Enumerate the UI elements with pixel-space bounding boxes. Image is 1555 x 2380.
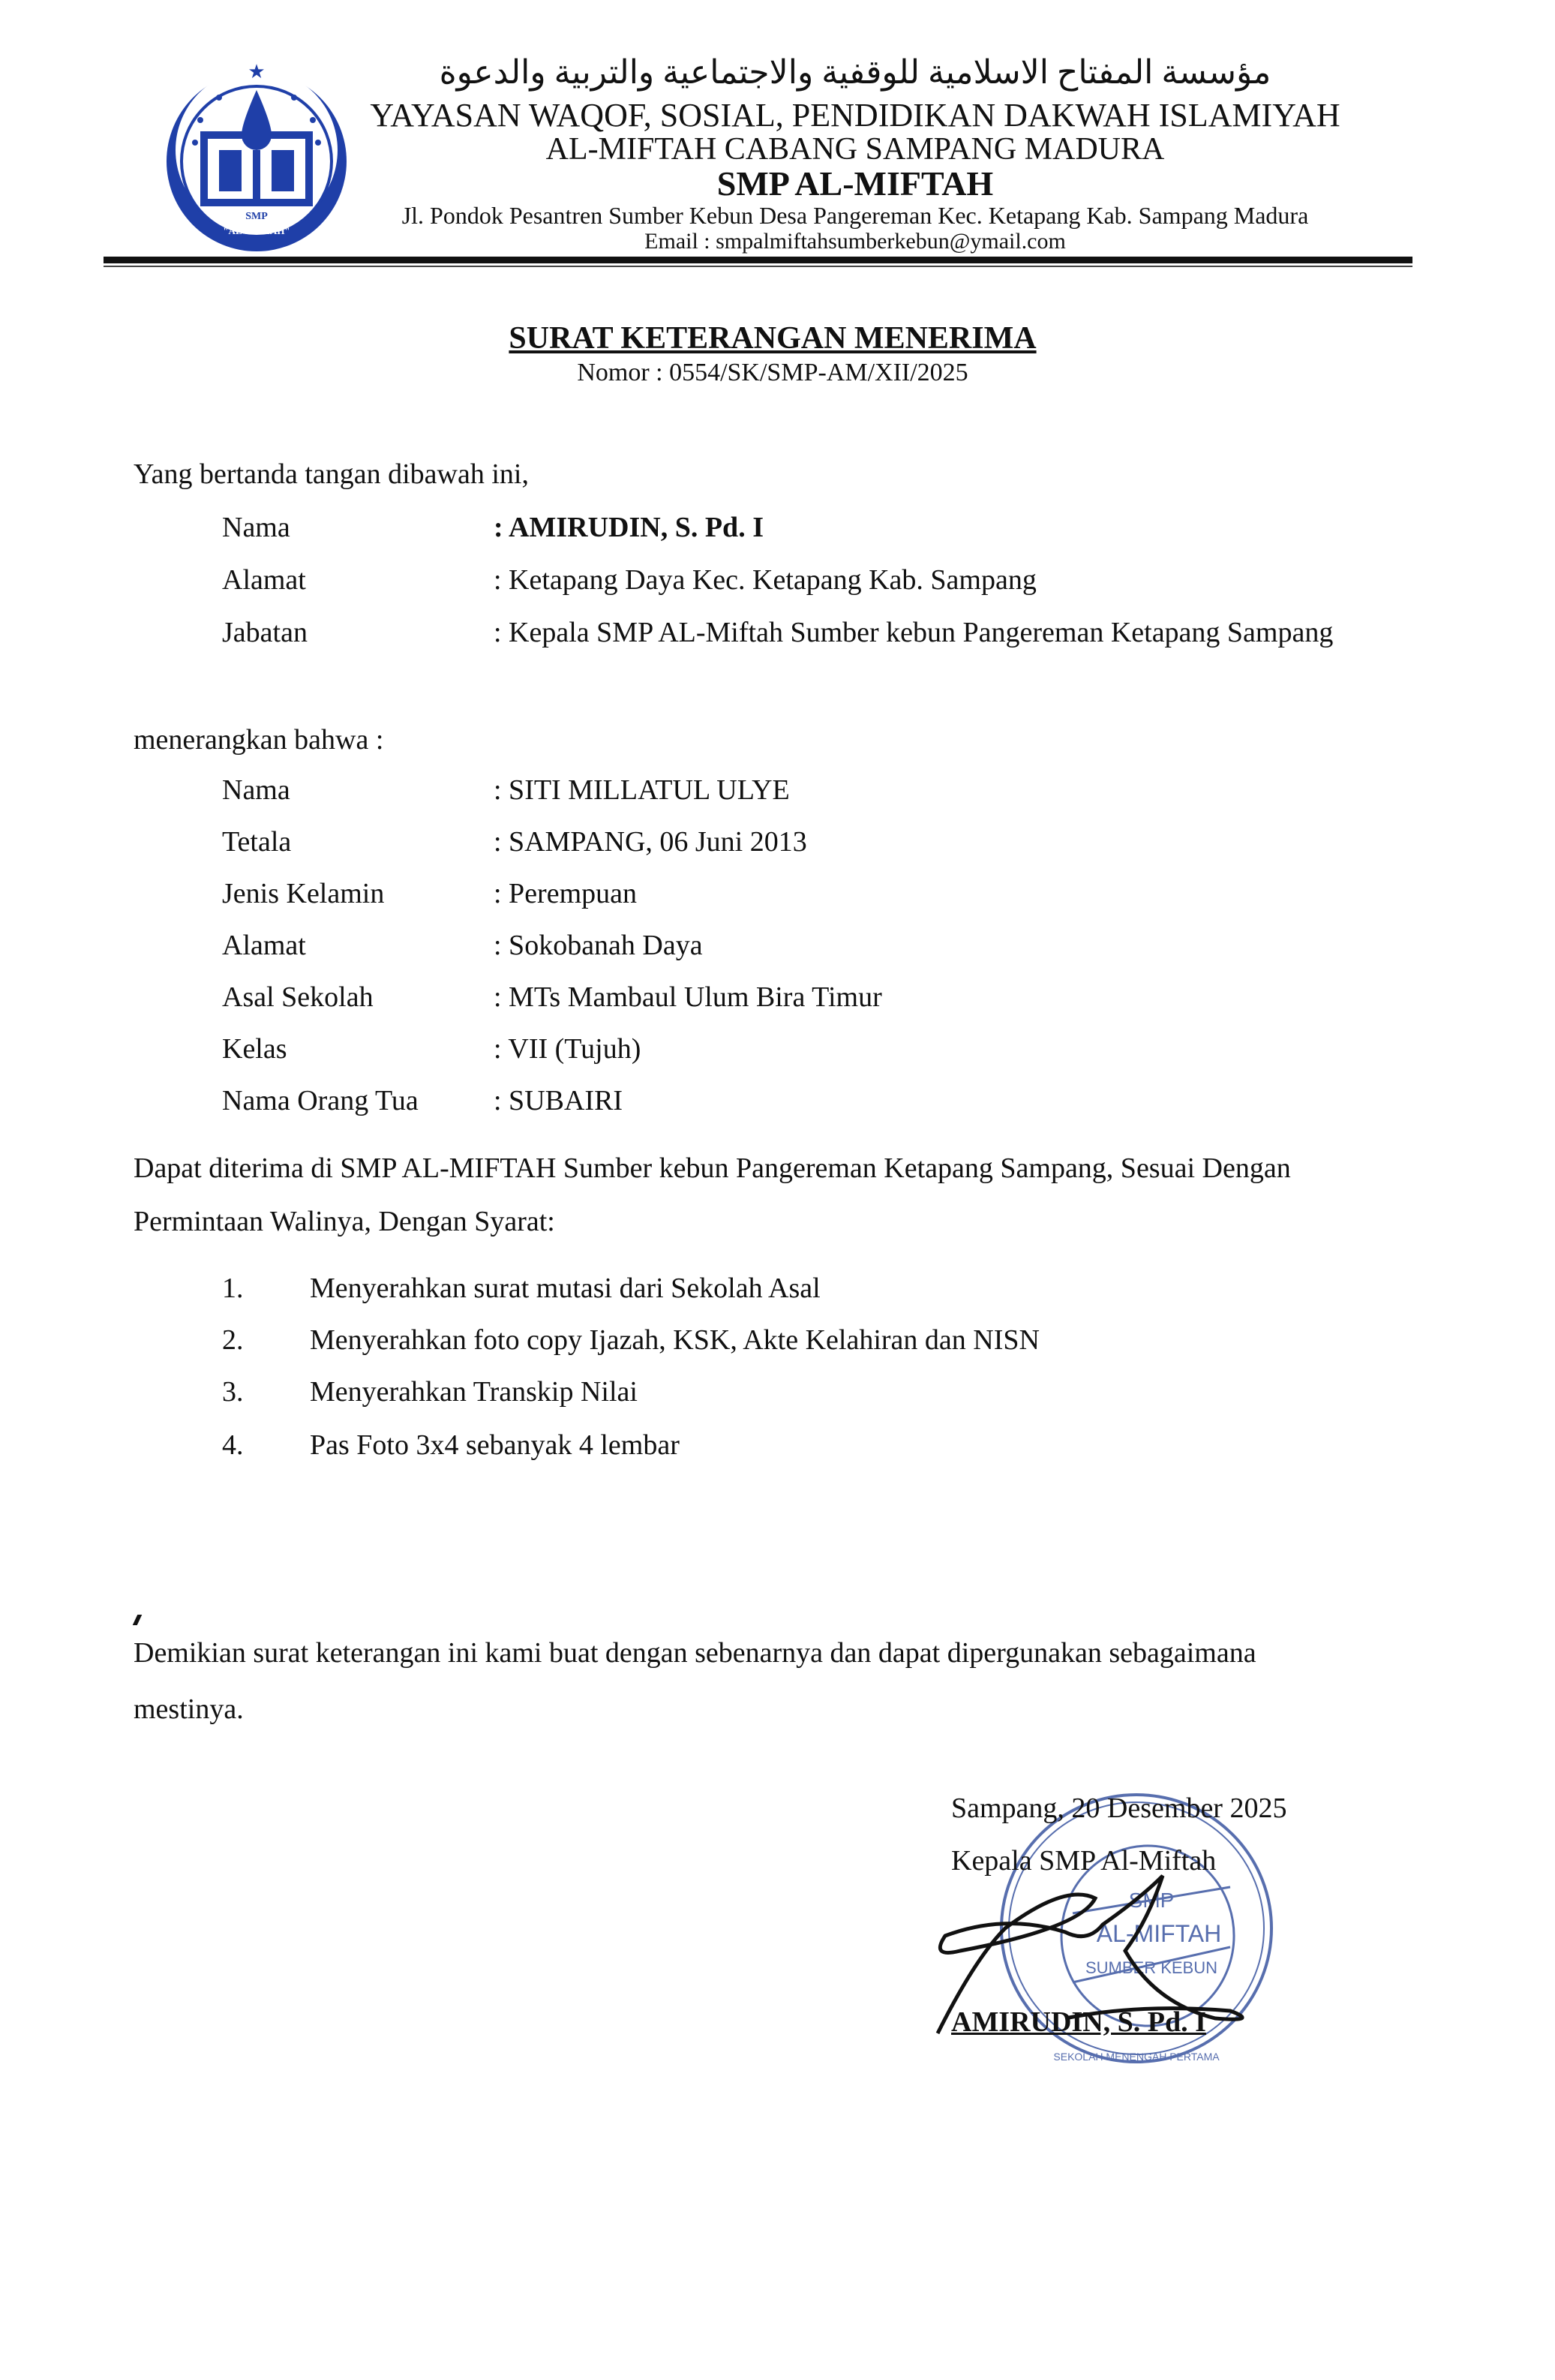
signer-label: Nama — [222, 512, 290, 543]
requirement-number: 4. — [222, 1429, 244, 1461]
closing-line1: Demikian surat keterangan ini kami buat dengan sebenarnya dan dapat dipergunakan sebagaimana — [134, 1637, 1256, 1669]
requirement-text: Menyerahkan Transkip Nilai — [310, 1376, 638, 1408]
header-divider — [104, 257, 1412, 263]
student-value: : SAMPANG, 06 Juni 2013 — [494, 826, 807, 858]
requirement-text: Menyerahkan foto copy Ijazah, KSK, Akte Kelahiran dan NISN — [310, 1324, 1040, 1356]
student-label: Nama Orang Tua — [222, 1085, 419, 1116]
signer-position: Kepala SMP Al-Miftah — [951, 1845, 1217, 1877]
signer-label: Alamat — [222, 564, 306, 596]
student-label: Tetala — [222, 826, 292, 858]
student-label: Kelas — [222, 1033, 287, 1065]
branch-name: AL-MIFTAH CABANG SAMPANG MADURA — [545, 132, 1165, 167]
school-name: SMP AL-MIFTAH — [716, 164, 994, 203]
school-email: Email : smpalmiftahsumberkebun@ymail.com — [644, 229, 1066, 254]
stamp-text-ring: SEKOLAH MENENGAH PERTAMA — [1053, 2051, 1220, 2063]
signer-value: : Ketapang Daya Kec. Ketapang Kab. Sampang — [494, 564, 1037, 596]
closing-line2: mestinya. — [134, 1693, 244, 1725]
student-value: : Perempuan — [494, 878, 638, 909]
student-label: Alamat — [222, 930, 306, 961]
requirement-number: 1. — [222, 1273, 244, 1304]
requirement-number: 3. — [222, 1376, 244, 1408]
school-logo — [159, 60, 354, 255]
student-value: : Sokobanah Daya — [494, 930, 703, 961]
letter-title: SURAT KETERANGAN MENERIMA — [509, 321, 1037, 356]
body-paragraph-line2: Permintaan Walinya, Dengan Syarat: — [134, 1206, 555, 1237]
student-value: : MTs Mambaul Ulum Bira Timur — [494, 981, 882, 1013]
requirement-text: Pas Foto 3x4 sebanyak 4 lembar — [310, 1429, 680, 1461]
student-value: : SUBAIRI — [494, 1085, 623, 1116]
place-date: Sampang, 20 Desember 2025 — [951, 1793, 1287, 1824]
foundation-name: YAYASAN WAQOF, SOSIAL, PENDIDIKAN DAKWAH ISLAMIYAH — [370, 97, 1340, 134]
arabic-name: مؤسسة المفتاح الاسلامية للوقفية والاجتماعية والتربية والدعوة — [439, 54, 1271, 91]
body-paragraph-line1: Dapat diterima di SMP AL-MIFTAH Sumber kebun Pangereman Ketapang Sampang, Sesuai Dengan — [134, 1152, 1291, 1184]
stamp-text-name: AL-MIFTAH — [1096, 1920, 1222, 1947]
states-text: menerangkan bahwa : — [134, 724, 384, 756]
header-divider-thin — [104, 266, 1412, 267]
svg-text:★: ★ — [248, 61, 266, 83]
signer-value: : AMIRUDIN, S. Pd. I — [494, 512, 764, 543]
student-value: : VII (Tujuh) — [494, 1033, 641, 1065]
student-label: Nama — [222, 774, 290, 806]
student-label: Asal Sekolah — [222, 981, 374, 1013]
requirement-number: 2. — [222, 1324, 244, 1356]
stamp-text-place: SUMBER KEBUN — [1085, 1958, 1218, 1977]
intro-text: Yang bertanda tangan dibawah ini, — [134, 458, 529, 490]
school-address: Jl. Pondok Pesantren Sumber Kebun Desa Pangereman Kec. Ketapang Kab. Sampang Madura — [401, 202, 1309, 229]
requirement-text: Menyerahkan surat mutasi dari Sekolah Asal — [310, 1273, 821, 1304]
student-label: Jenis Kelamin — [222, 878, 385, 909]
signer-name: AMIRUDIN, S. Pd. I — [951, 2006, 1206, 2038]
letter-number: Nomor : 0554/SK/SMP-AM/XII/2025 — [577, 359, 968, 386]
pen-mark — [133, 1615, 143, 1625]
student-value: : SITI MILLATUL ULYE — [494, 774, 790, 806]
signer-value: : Kepala SMP AL-Miftah Sumber kebun Pangereman Ketapang Sampang — [494, 617, 1334, 648]
signer-label: Jabatan — [222, 617, 308, 648]
logo-text-smp: SMP — [245, 211, 268, 222]
stamp-text-smp: SMP — [1128, 1889, 1175, 1912]
logo-text-name: "AL-MIFTAH" — [223, 225, 290, 236]
